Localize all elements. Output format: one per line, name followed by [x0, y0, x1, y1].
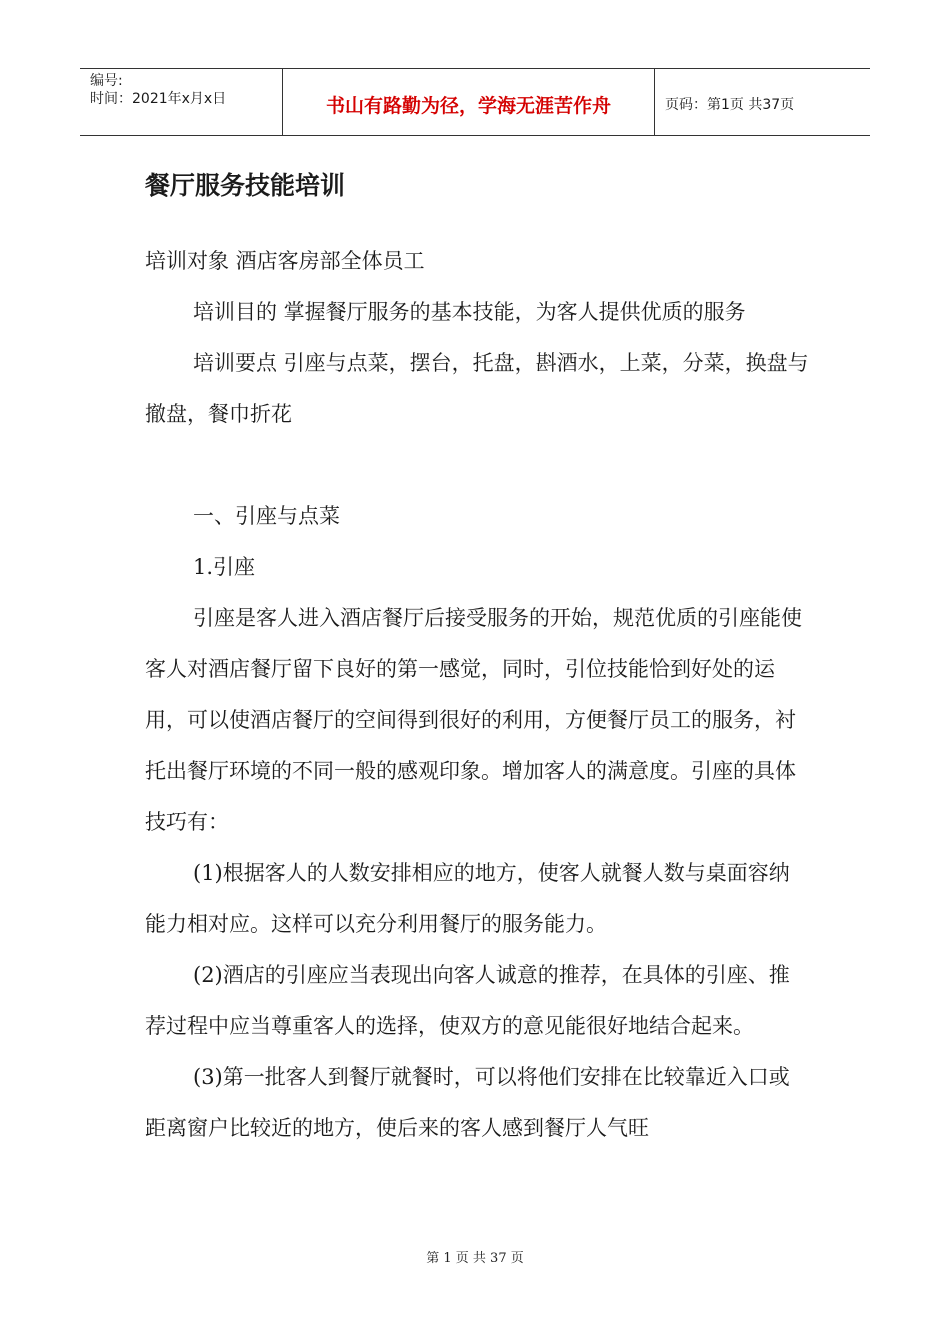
tip-3: (3)第一批客人到餐厅就餐时，可以将他们安排在比较靠近入口或距离窗户比较近的地方，使后来的客人感到餐厅人气旺 — [145, 1065, 790, 1140]
header-motto: 书山有路勤为径，学海无涯苦作舟 — [283, 69, 655, 135]
document-time-label: 时间：2021年x月x日 — [90, 91, 227, 107]
training-target: 培训对象 酒店客房部全体员工 — [145, 249, 425, 273]
subsection-heading: 1.引座 — [193, 555, 256, 579]
document-body — [145, 236, 810, 1154]
training-goal: 培训目的 掌握餐厅服务的基本技能，为客人提供优质的服务 — [193, 300, 746, 324]
document-title: 餐厅服务技能培训 — [145, 171, 346, 200]
document-header — [80, 68, 870, 136]
page-footer: 第 1 页 共 37 页 — [426, 1251, 524, 1266]
header-meta — [80, 69, 283, 135]
tip-1: (1)根据客人的人数安排相应的地方，使客人就餐人数与桌面容纳能力相对应。这样可以充分利用餐厅的服务能力。 — [145, 861, 790, 936]
intro-paragraph: 引座是客人进入酒店餐厅后接受服务的开始，规范优质的引座能使客人对酒店餐厅留下良好的第一感觉，同时，引位技能恰到好处的运用，可以使酒店餐厅的空间得到很好的利用，方便餐厅员工的服务，衬托出餐厅环境的不同一般的感观印象。增加客人的满意度。引座的具体技巧有： — [145, 606, 802, 834]
training-key-points: 培训要点 引座与点菜，摆台，托盘，斟酒水，上菜，分菜，换盘与撤盘，餐巾折花 — [145, 351, 809, 426]
section-heading: 一、引座与点菜 — [193, 504, 340, 528]
tip-2: (2)酒店的引座应当表现出向客人诚意的推荐，在具体的引座、推荐过程中应当尊重客人的选择，使双方的意见能很好地结合起来。 — [145, 963, 790, 1038]
header-page-info: 页码：第1页 共37页 — [665, 97, 795, 113]
blank-line — [145, 440, 810, 491]
document-number-label: 编号: — [90, 73, 123, 89]
